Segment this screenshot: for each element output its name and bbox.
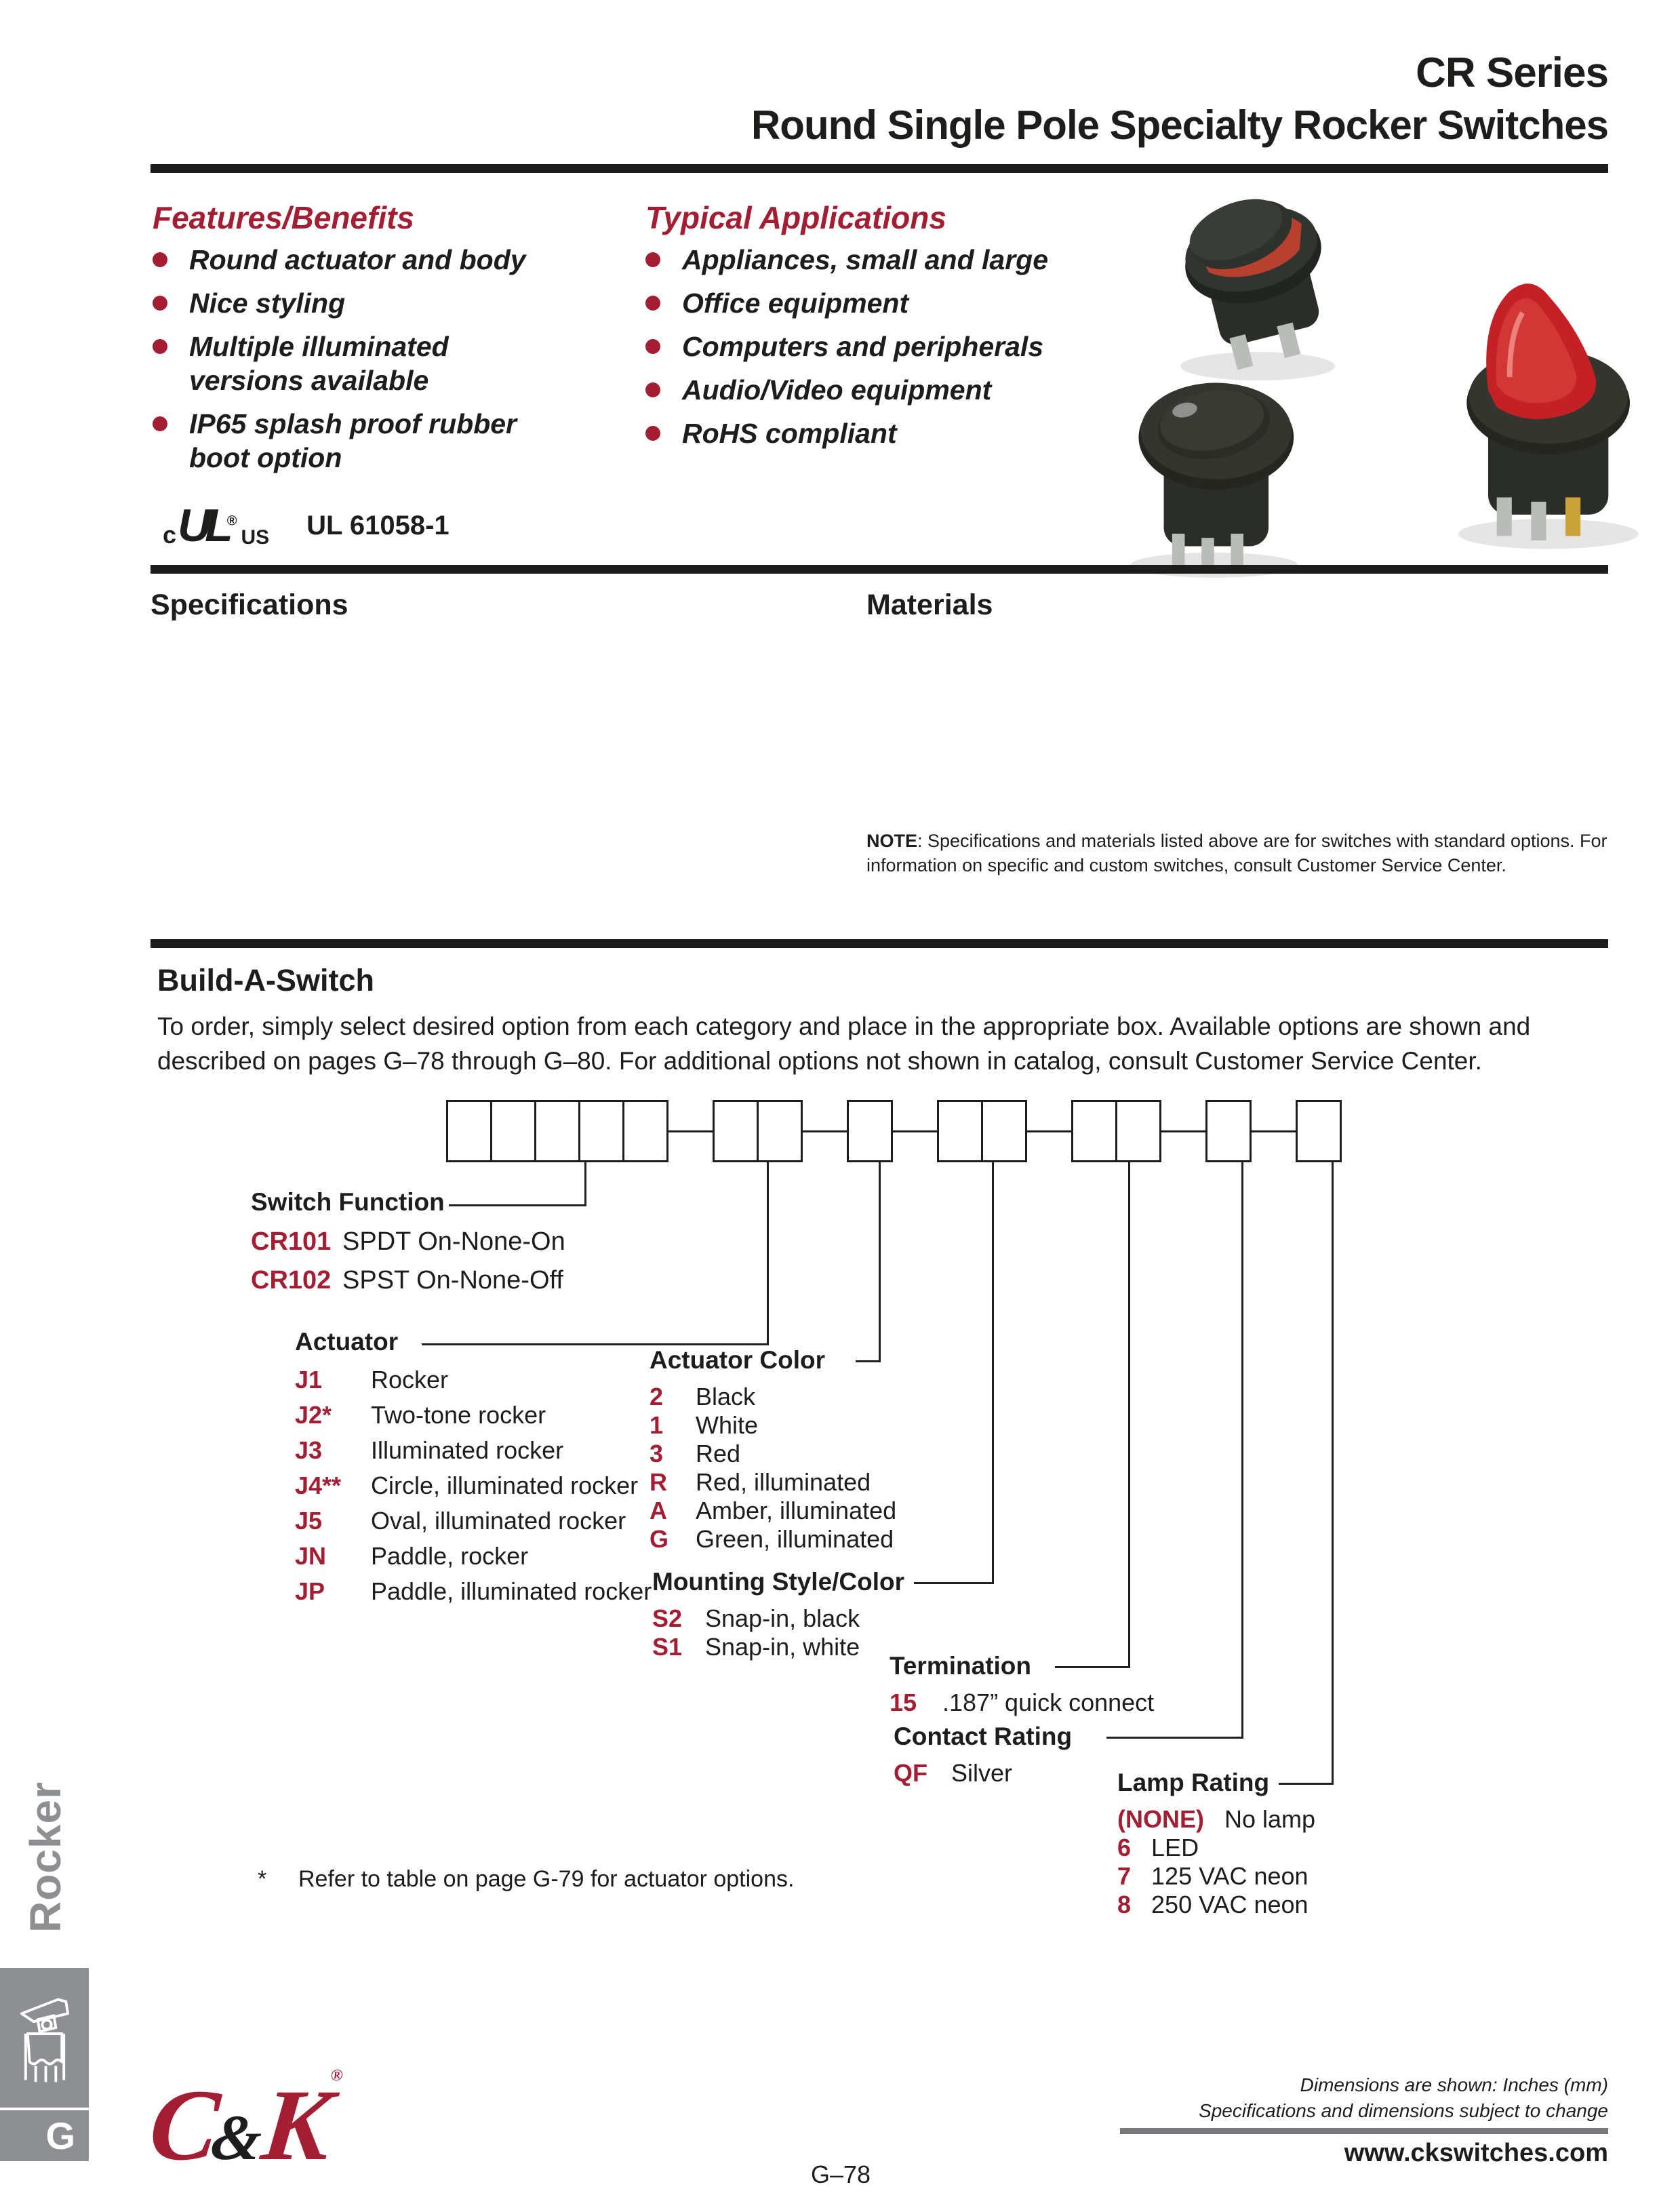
- product-photos: [1105, 163, 1678, 583]
- list-item: IP65 splash proof rubber boot option: [153, 407, 553, 475]
- option-row: J1 Rocker: [295, 1366, 449, 1394]
- bullet-icon: [153, 416, 167, 431]
- sidebar-icon-box: [0, 1968, 89, 2108]
- leader-line: [879, 1162, 881, 1362]
- features-heading: Features/Benefits: [153, 200, 415, 235]
- leader-line: [1332, 1162, 1334, 1785]
- option-row: A Amber, illuminated: [650, 1497, 897, 1524]
- applications-list: [645, 243, 1134, 450]
- footer-note-specs: Specifications and dimensions subject to change: [1199, 2100, 1608, 2121]
- category-mounting-style-color: [652, 1568, 904, 1661]
- option-row: JN Paddle, rocker: [295, 1542, 529, 1570]
- part-number-box-group: [1071, 1100, 1161, 1162]
- part-number-box: [1205, 1100, 1252, 1162]
- page-number: G–78: [810, 2160, 871, 2188]
- category-lamp-rating: [1117, 1769, 1315, 1919]
- part-number-box: [446, 1100, 492, 1162]
- list-item: Computers and peripherals: [645, 330, 1134, 363]
- box-connector-line: [1252, 1130, 1296, 1132]
- materials-note: [866, 829, 1612, 877]
- section-rule: [151, 939, 1608, 948]
- part-number-box-group: [937, 1100, 1027, 1162]
- part-number-box: [713, 1100, 759, 1162]
- page-title: Round Single Pole Specialty Rocker Switches: [751, 102, 1608, 148]
- part-number-box-group: [1205, 1100, 1252, 1162]
- sidebar-section-label: Rocker: [21, 1781, 70, 1933]
- part-number-box: [490, 1100, 536, 1162]
- box-connector-line: [893, 1130, 937, 1132]
- option-row: QF Silver: [894, 1759, 1013, 1787]
- option-list: [652, 1604, 904, 1661]
- option-row: 1 White: [650, 1411, 759, 1439]
- build-a-switch-heading: Build-A-Switch: [157, 963, 374, 998]
- part-number-box-group: [1296, 1100, 1342, 1162]
- option-list: [890, 1688, 1154, 1717]
- ul-standard: UL 61058-1: [306, 510, 450, 540]
- option-row: S2 Snap-in, black: [652, 1604, 860, 1632]
- part-number-box: [578, 1100, 624, 1162]
- option-row: J3 Illuminated rocker: [295, 1436, 564, 1464]
- section-rule: [151, 565, 1608, 574]
- list-item: Multiple illuminated versions available: [153, 330, 553, 397]
- list-item: Round actuator and body: [153, 243, 553, 277]
- category-heading: Actuator: [295, 1328, 399, 1356]
- part-number-box-group: [713, 1100, 803, 1162]
- build-a-switch-intro: To order, simply select desired option from each category and place in the appropriate box. Available options are shown and described on pages G–78 through G–80. For additional options not shown in catalog, consult Customer Service Center.: [157, 1012, 1531, 1075]
- bullet-icon: [645, 296, 660, 311]
- footnote-star: *: [258, 1866, 267, 1892]
- black-round-rocker-switch-photo: [1105, 349, 1336, 580]
- sidebar-section-tab: G: [0, 2110, 89, 2161]
- option-row: J4** Circle, illuminated rocker: [295, 1472, 639, 1499]
- website-link[interactable]: www.ckswitches.com: [1344, 2139, 1608, 2167]
- note-label: NOTE: [866, 831, 918, 851]
- option-row: 3 Red: [650, 1440, 741, 1467]
- category-actuator-color: [650, 1346, 896, 1554]
- bullet-icon: [645, 426, 660, 441]
- option-list: [295, 1366, 652, 1613]
- box-connector-line: [1027, 1130, 1071, 1132]
- part-number-box: [534, 1100, 580, 1162]
- applications-heading: Typical Applications: [645, 200, 946, 235]
- option-row: J2* Two-tone rocker: [295, 1401, 546, 1429]
- option-row: 2 Black: [650, 1383, 756, 1410]
- part-number-box: [1115, 1100, 1161, 1162]
- option-row: (NONE) No lamp: [1117, 1805, 1316, 1833]
- leader-line: [1106, 1737, 1243, 1739]
- option-row: J5 Oval, illuminated rocker: [295, 1507, 626, 1535]
- part-number-box-group: [446, 1100, 668, 1162]
- leader-line: [584, 1162, 586, 1206]
- footer-rule: [1120, 2128, 1608, 2134]
- bullet-icon: [645, 252, 660, 267]
- box-connector-line: [803, 1130, 847, 1132]
- part-number-boxes: [446, 1100, 1342, 1162]
- list-item: Appliances, small and large: [645, 243, 1134, 277]
- rocker-switch-icon: [14, 1987, 76, 2089]
- bullet-icon: [153, 252, 167, 267]
- footnote-text: Refer to table on page G-79 for actuator options.: [298, 1866, 795, 1892]
- part-number-box: [1071, 1100, 1117, 1162]
- category-heading: Mounting Style/Color: [652, 1568, 905, 1596]
- series-name: CR Series: [1416, 50, 1608, 96]
- ul-certification: [163, 499, 450, 552]
- features-list: [153, 243, 553, 475]
- box-connector-line: [668, 1130, 713, 1132]
- option-row: 7 125 VAC neon: [1117, 1862, 1309, 1890]
- ul-mark-us: US: [241, 526, 270, 549]
- ck-brand-logo: C&K®: [144, 2067, 344, 2181]
- ul-mark-c: c: [163, 521, 177, 549]
- option-row: CR102 SPST On-None-Off: [251, 1266, 563, 1295]
- category-actuator: [295, 1328, 652, 1613]
- category-switch-function: [251, 1188, 565, 1305]
- bullet-icon: [645, 339, 660, 354]
- leader-line: [1241, 1162, 1243, 1739]
- category-termination: [890, 1652, 1154, 1717]
- part-number-box: [1296, 1100, 1342, 1162]
- ul-logo-icon: UL®: [178, 500, 237, 551]
- footer-note-dimensions: Dimensions are shown: Inches (mm): [1300, 2074, 1608, 2095]
- option-row: 8 250 VAC neon: [1117, 1891, 1309, 1918]
- option-row: 15 .187” quick connect: [890, 1688, 1155, 1716]
- list-item: Audio/Video equipment: [645, 373, 1134, 407]
- leader-line: [1128, 1162, 1130, 1668]
- option-list: [1117, 1805, 1315, 1919]
- category-heading: Termination: [890, 1652, 1031, 1680]
- list-item: RoHS compliant: [645, 416, 1134, 450]
- category-heading: Lamp Rating: [1117, 1769, 1270, 1796]
- category-heading: Contact Rating: [894, 1722, 1073, 1750]
- option-row: S1 Snap-in, white: [652, 1633, 860, 1661]
- footer-notes: [1199, 2072, 1608, 2124]
- category-contact-rating: [894, 1722, 1072, 1788]
- leader-line: [992, 1162, 994, 1584]
- option-row: JP Paddle, illuminated rocker: [295, 1577, 652, 1605]
- bullet-icon: [153, 339, 167, 354]
- part-number-box-group: [847, 1100, 893, 1162]
- option-row: R Red, illuminated: [650, 1468, 871, 1496]
- part-number-box: [937, 1100, 983, 1162]
- red-illuminated-rocker-switch-photo: [1424, 278, 1678, 549]
- category-heading: Switch Function: [251, 1188, 445, 1216]
- materials-heading: Materials: [866, 589, 993, 621]
- option-row: 6 LED: [1117, 1834, 1199, 1861]
- list-item: Nice styling: [153, 286, 553, 320]
- option-row: G Green, illuminated: [650, 1525, 894, 1553]
- specifications-heading: Specifications: [151, 589, 348, 621]
- leader-line: [767, 1162, 769, 1345]
- box-connector-line: [1161, 1130, 1205, 1132]
- option-list: [650, 1383, 896, 1554]
- bullet-icon: [153, 296, 167, 311]
- category-heading: Actuator Color: [650, 1346, 825, 1374]
- option-list: [894, 1759, 1072, 1788]
- part-number-box: [847, 1100, 893, 1162]
- part-number-box: [622, 1100, 668, 1162]
- list-item: Office equipment: [645, 286, 1134, 320]
- option-row: CR101 SPDT On-None-On: [251, 1227, 565, 1256]
- bullet-icon: [645, 382, 660, 397]
- leader-line: [914, 1582, 994, 1584]
- part-number-box: [981, 1100, 1027, 1162]
- part-number-box: [757, 1100, 803, 1162]
- option-list: [251, 1227, 565, 1305]
- note-text: : Specifications and materials listed above are for switches with standard options. For information on specific and custom switches, consult Customer Service Center.: [866, 831, 1607, 875]
